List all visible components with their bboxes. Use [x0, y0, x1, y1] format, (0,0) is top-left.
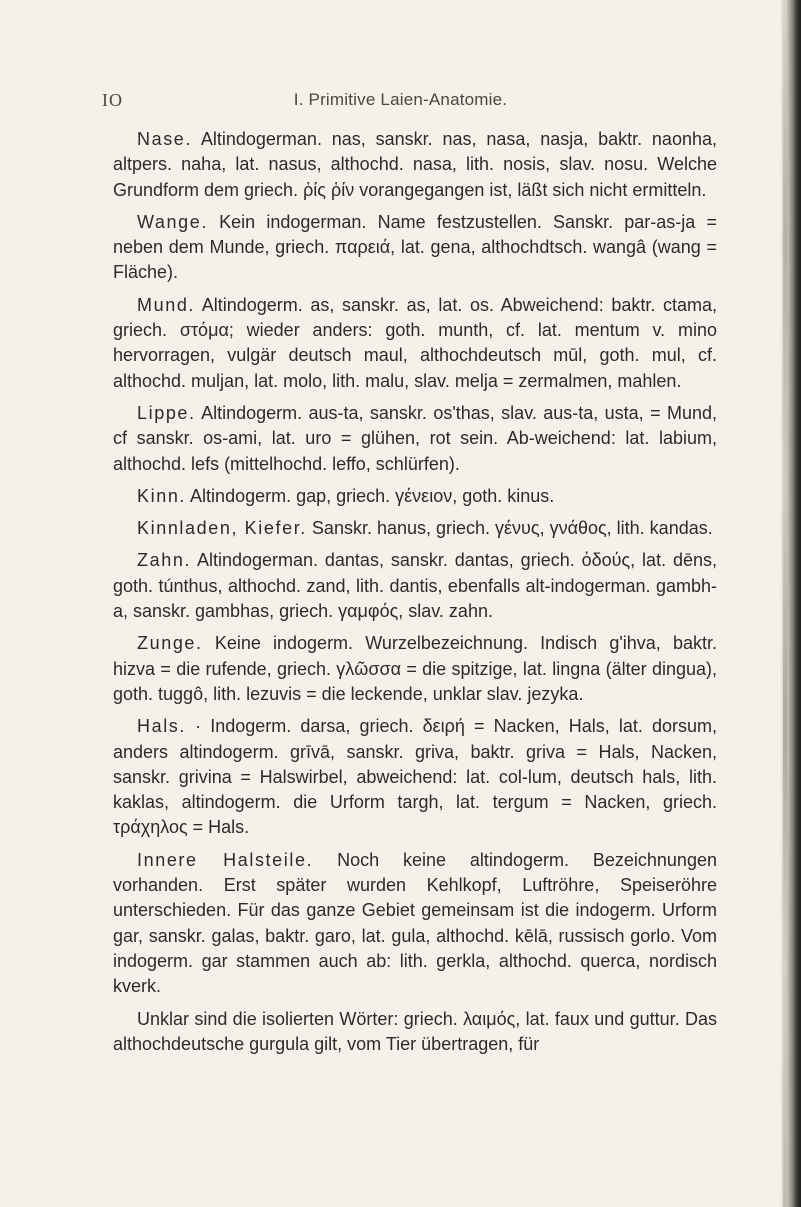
running-head: I. Primitive Laien-Anatomie. — [293, 90, 508, 109]
entry-wange — [113, 210, 717, 286]
entry-term: Mund. — [137, 294, 196, 315]
entry-text: Noch keine altindogerm. Bezeichnungen vorhanden. Erst später wurden Kehlkopf, Luftröhre, Speiseröhre unterschieden. Für das ganze Gebiet gemeinsam ist die indogerm. Urform gar, sanskr. galas, baktr. garo, lat. gula, althochd. kēlā, russisch gorlo. Vom indogerm. gar stammen auch ab: lith. gerkla, althochd. querca, nordisch kverk. — [113, 849, 717, 997]
entry-term: Nase. — [137, 129, 193, 149]
page-number: IO — [102, 90, 123, 110]
entry-text: Sanskr. hanus, griech. γένυς, γνάθος, lith. kandas. — [311, 518, 713, 539]
entry-hals — [113, 714, 717, 840]
entry-term: Zahn. — [137, 550, 192, 571]
entry-text: Unklar sind die isolierten Wörter: griech. λαιμός, lat. faux und guttur. Das althochdeutsche gurgula gilt, vom Tier übertragen, für — [113, 1008, 717, 1054]
entry-text: Altindogerman. nas, sanskr. nas, nasa, nasja, baktr. naonha, altpers. naha, lat. nasus, althochd. nasa, lith. nosis, slav. nosu. Welche Grundform dem griech. ῥίς ῥίν vorangegangen ist, läßt sich nicht ermitteln. — [113, 129, 717, 200]
entry-term: Kinnladen, Kiefer. — [137, 518, 307, 539]
entry-text: Kein indogerman. Name festzustellen. Sanskr. par-as-ja = neben dem Munde, griech. παρειά, lat. gena, althochdtsch. wangâ (wang = Fläche). — [113, 211, 717, 283]
entry-text: Altindogerm. as, sanskr. as, lat. os. Abweichend: baktr. ctama, griech. στόμα; wieder anders: goth. munth, cf. lat. mentum v. mino hervorragen, vulgär deutsch maul, althochdeutsch mūl, goth. mul, cf. althochd. muljan, lat. molo, lith. malu, slav. melja = zermalmen, mahlen. — [113, 294, 718, 391]
entry-mund — [113, 293, 717, 394]
entry-text: Altindogerm. gap, griech. γένειον, goth. kinus. — [190, 485, 555, 506]
entry-term: Innere Halsteile. — [137, 849, 314, 870]
entry-text: Altindogerman. dantas, sanskr. dantas, griech. ὀδούς, lat. dēns, goth. túnthus, althochd. zand, lith. dantis, ebenfalls alt-indogerman. gambh-a, sanskr. gambhas, griech. γαμφός, slav. zahn. — [113, 550, 717, 622]
entry-term: Wange. — [137, 211, 208, 232]
entry-text: · Indogerm. darsa, griech. δειρή = Nacken, Hals, lat. dorsum, anders altindogerm. grīvā, sanskr. griva, baktr. griva = Hals, Nacken, sanskr. grivina = Halswirbel, abweichend: lat. col-lum, deutsch hals, lith. kaklas, altindogerm. die Urform targh, lat. tergum = Nacken, griech. τράχηλος = Hals. — [113, 716, 717, 838]
entry-unklar — [113, 1007, 717, 1058]
entry-kinnladen — [113, 516, 717, 541]
entry-term: Zunge. — [137, 633, 203, 654]
entry-innere-halsteile — [113, 848, 717, 1000]
entry-zahn — [113, 548, 717, 624]
entry-term: Hals. — [137, 716, 187, 737]
entry-text: Altindogerm. aus-ta, sanskr. os'thas, slav. aus-ta, usta, = Mund, cf sanskr. os-ami, lat. uro = glühen, rot sein. Ab-weichend: lat. labium, althochd. lefs (mittelhochd. leffo, schlürfen). — [113, 402, 718, 474]
scan-edge-strip — [783, 0, 787, 1207]
entry-term: Kinn. — [137, 485, 187, 506]
entry-text: Keine indogerm. Wurzelbezeichnung. Indisch g'ihva, baktr. hizva = die rufende, griech. γλῶσσα = die spitzige, lat. lingna (älter dingua), goth. tuggô, lith. lezuvis = die leckende, unklar slav. jezyka. — [113, 633, 717, 704]
entry-nase — [113, 127, 717, 203]
entry-zunge — [113, 631, 717, 707]
entry-term: Lippe. — [137, 402, 196, 423]
entry-lippe — [113, 401, 717, 477]
body-text — [113, 127, 717, 1064]
entry-kinn — [113, 484, 717, 509]
